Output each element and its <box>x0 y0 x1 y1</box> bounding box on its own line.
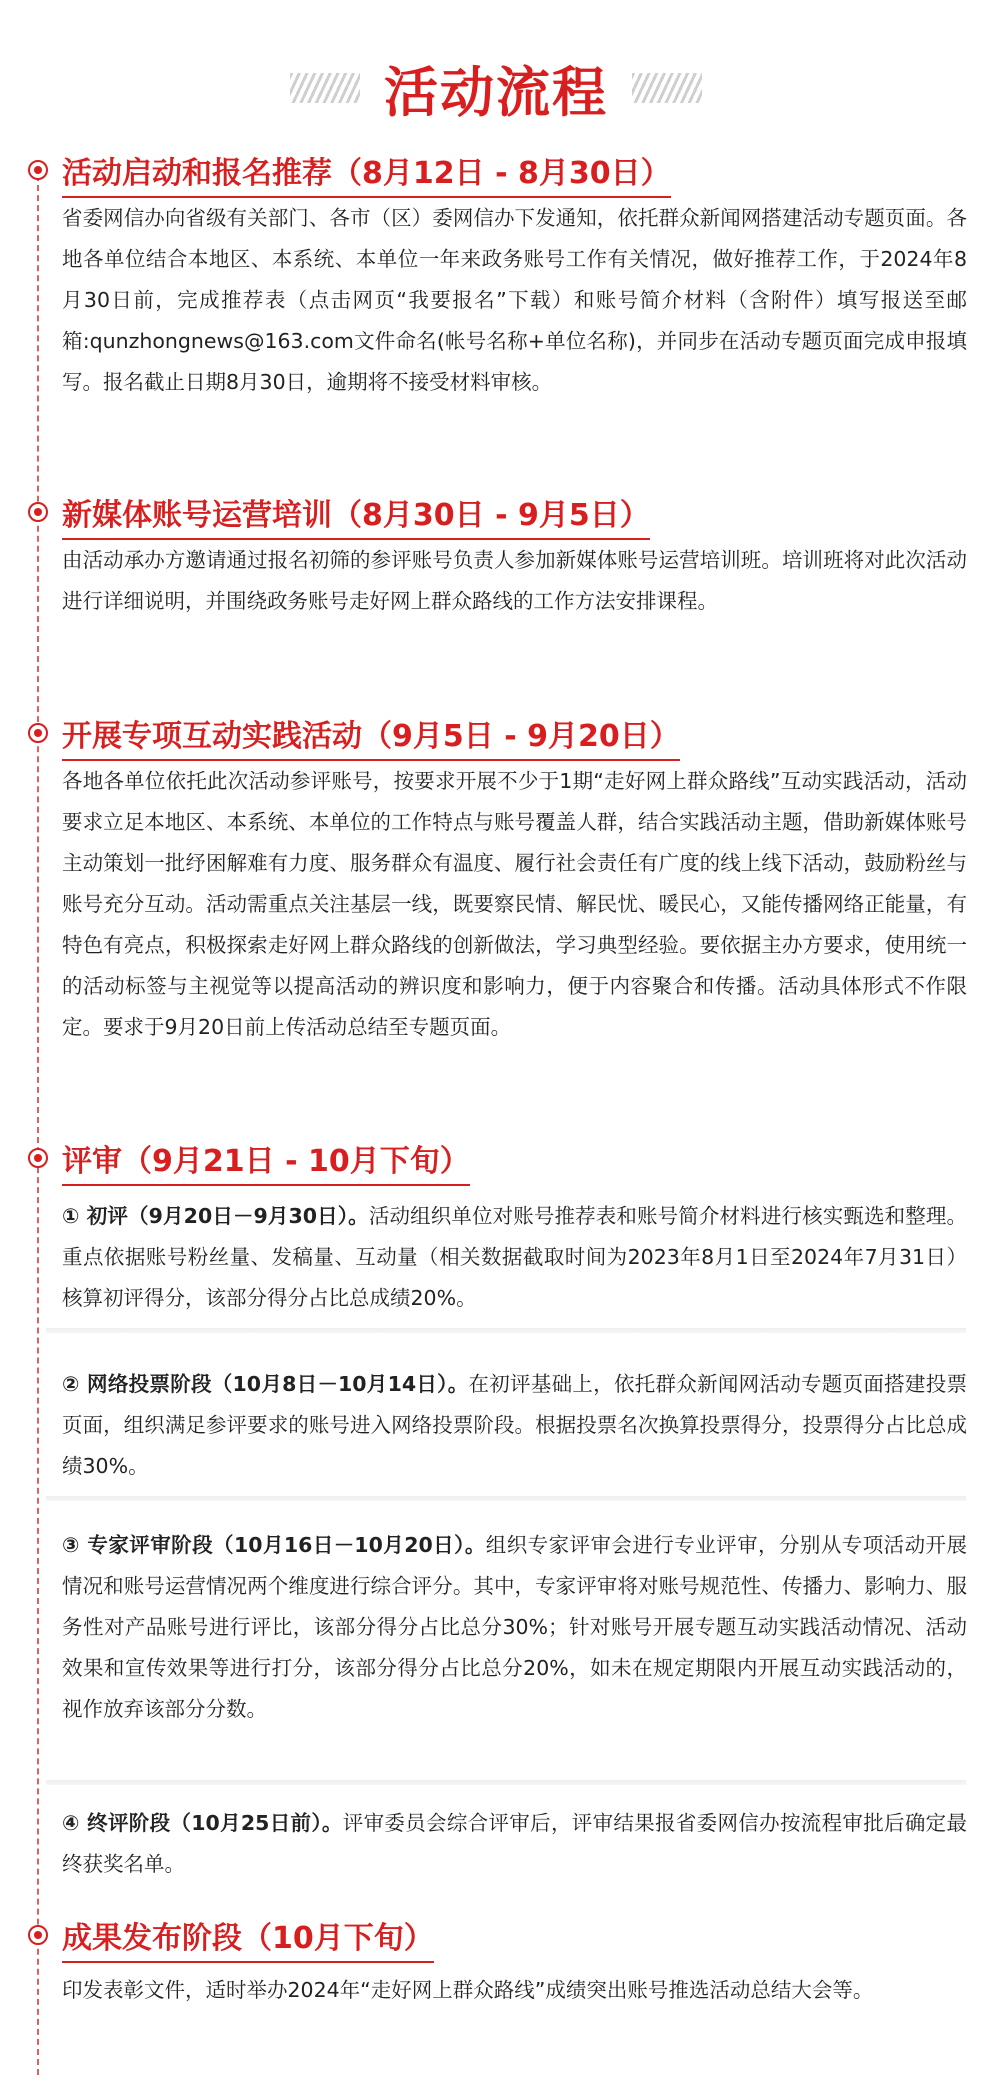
review-step-1-label: ① 初评（9月20日－9月30日）。 <box>62 1204 369 1228</box>
section-body-registration: 省委网信办向省级有关部门、各市（区）委网信办下发通知，依托群众新闻网搭建活动专题页面。各地各单位结合本地区、本系统、本单位一年来政务账号工作有关情况，做好推荐工作，于2024年8月30日前，完成推荐表（点击网页“我要报名”下载）和账号简介材料（含附件）填写报送至邮箱:qunzhongnews@163.com文件命名(帐号名称+单位名称)，并同步在活动专题页面完成申报填写。报名截止日期8月30日，逾期将不接受材料审核。 <box>62 206 967 394</box>
section-body-practice: 各地各单位依托此次活动参评账号，按要求开展不少于1期“走好网上群众路线”互动实践活动，活动要求立足本地区、本系统、本单位的工作特点与账号覆盖人群，结合实践活动主题，借助新媒体账号主动策划一批纾困解难有力度、服务群众有温度、履行社会责任有广度的线上线下活动，鼓励粉丝与账号充分互动。活动需重点关注基层一线，既要察民情、解民忧、暖民心，又能传播网络正能量，有特色有亮点，积极探索走好网上群众路线的创新做法，学习典型经验。要依据主办方要求，使用统一的活动标签与主视觉等以提高活动的辨识度和影响力，便于内容聚合和传播。活动具体形式不作限定。要求于9月20日前上传活动总结至专题页面。 <box>62 769 967 1039</box>
section-body-results: 印发表彰文件，适时举办2024年“走好网上群众路线”成绩突出账号推选活动总结大会等。 <box>62 1978 874 2002</box>
page-title: 活动流程 <box>384 59 608 124</box>
review-step-2 <box>62 1364 967 1487</box>
section-body-training: 由活动承办方邀请通过报名初筛的参评账号负责人参加新媒体账号运营培训班。培训班将对此次活动进行详细说明，并围绕政务账号走好网上群众路线的工作方法安排课程。 <box>62 548 967 613</box>
review-step-2-body: 在初评基础上，依托群众新闻网活动专题页面搭建投票页面，组织满足参评要求的账号进入网络投票阶段。根据投票名次换算投票得分，投票得分占比总成绩30%。 <box>62 1372 968 1478</box>
section-title-results: 成果发布阶段（10月下旬） <box>62 1913 434 1963</box>
review-step-1 <box>62 1196 967 1319</box>
review-step-3 <box>62 1525 967 1730</box>
section-title-training: 新媒体账号运营培训（8月30日 - 9月5日） <box>62 490 650 540</box>
timeline-dot-icon <box>28 1925 48 1945</box>
timeline-dashed-line <box>37 165 39 2075</box>
review-step-3-body: 组织专家评审会进行专业评审，分别从专项活动开展情况和账号运营情况两个维度进行综合评分。其中，专家评审将对账号规范性、传播力、影响力、服务性对产品账号进行评比，该部分得分占比总分30%；针对账号开展专题互动实践活动情况、活动效果和宣传效果等进行打分，该部分得分占比总分20%，如未在规定期限内开展互动实践活动的，视作放弃该部分分数。 <box>62 1533 967 1721</box>
review-step-1-body: 活动组织单位对账号推荐表和账号简介材料进行核实甄选和整理。重点依据账号粉丝量、发稿量、互动量（相关数据截取时间为2023年8月1日至2024年7月31日）核算初评得分，该部分得分占比总成绩20%。 <box>62 1204 968 1310</box>
review-step-2-label: ② 网络投票阶段（10月8日－10月14日）。 <box>62 1372 469 1396</box>
section-title-registration: 活动启动和报名推荐（8月12日 - 8月30日） <box>62 148 671 198</box>
header <box>0 48 992 128</box>
divider <box>46 1328 966 1333</box>
divider <box>46 1780 966 1785</box>
timeline-dot-icon <box>28 502 48 522</box>
section-title-practice: 开展专项互动实践活动（9月5日 - 9月20日） <box>62 711 680 761</box>
review-step-4-body: 评审委员会综合评审后，评审结果报省委网信办按流程审批后确定最终获奖名单。 <box>62 1811 967 1876</box>
review-step-4-label: ④ 终评阶段（10月25日前）。 <box>62 1811 343 1835</box>
decorative-hatch-left <box>290 73 360 103</box>
timeline-dot-icon <box>28 160 48 180</box>
review-step-4 <box>62 1803 967 1885</box>
timeline-dot-icon <box>28 723 48 743</box>
section-title-review: 评审（9月21日 - 10月下旬） <box>62 1136 470 1186</box>
timeline-dot-icon <box>28 1148 48 1168</box>
divider <box>46 1496 966 1501</box>
review-step-3-label: ③ 专家评审阶段（10月16日－10月20日）。 <box>62 1533 486 1557</box>
decorative-hatch-right <box>632 73 702 103</box>
